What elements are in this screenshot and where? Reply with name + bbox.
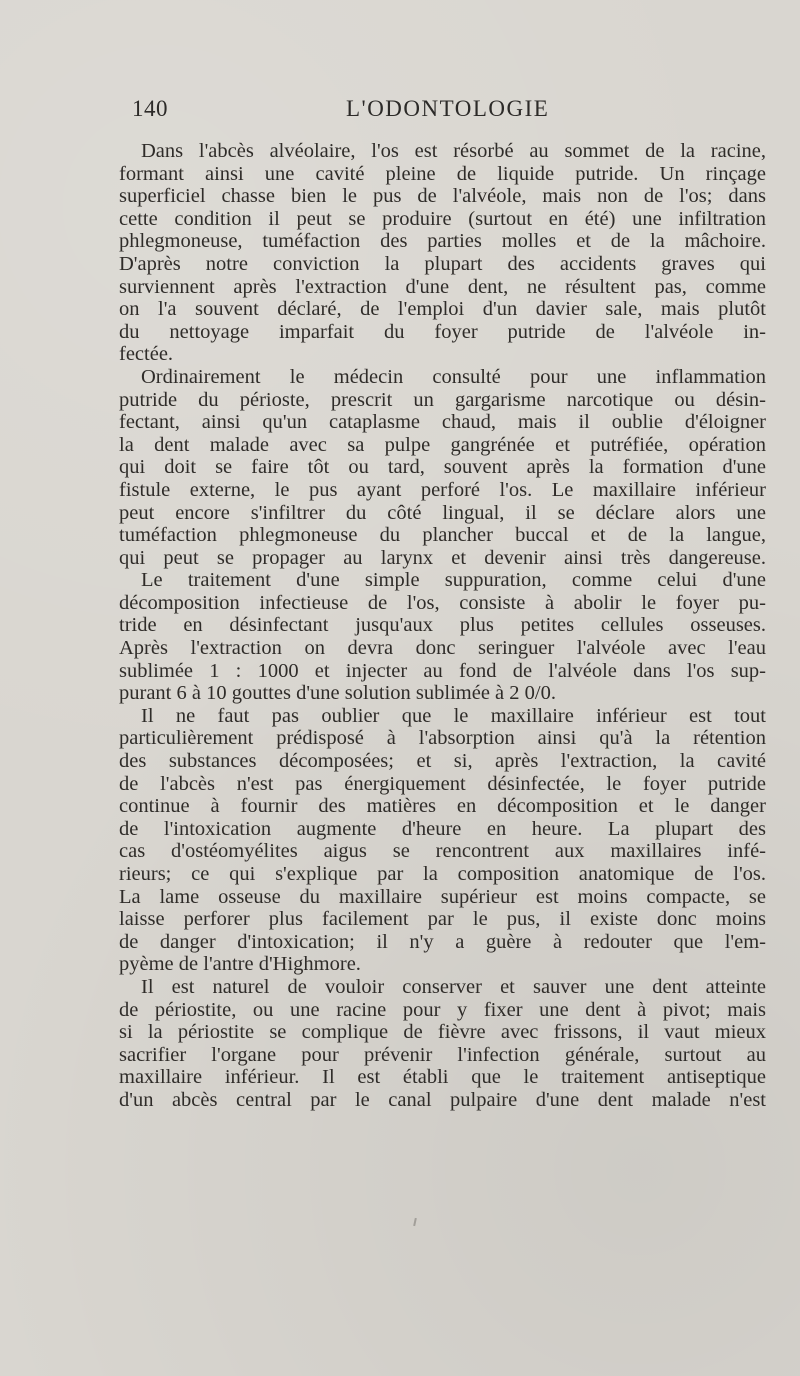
- paragraph-4-line: pyème de l'antre d'Highmore.: [119, 953, 361, 976]
- paragraph-4-line: continue à fournir des matières en décomposition et le danger: [119, 795, 766, 818]
- paragraph-3-line: Le traitement d'une simple suppuration, comme celui d'une: [141, 569, 766, 592]
- paragraph-1-line: cette condition il peut se produire (surtout en été) une infiltration: [119, 207, 766, 230]
- paragraph-5-line: si la périostite se complique de fièvre avec frissons, il vaut mieux: [119, 1021, 766, 1044]
- body-text: [119, 140, 766, 1112]
- paragraph-4-line: de l'intoxication augmente d'heure en heure. La plupart des: [119, 817, 766, 840]
- paragraph-5-line: maxillaire inférieur. Il est établi que le traitement antiseptique: [119, 1066, 766, 1089]
- paragraph-3-line: décomposition infectieuse de l'os, consiste à abolir le foyer pu-: [119, 591, 766, 614]
- paragraph-4-line: de l'abcès n'est pas énergiquement désinfectée, le foyer putride: [119, 772, 766, 795]
- paragraph-5-line: d'un abcès central par le canal pulpaire d'une dent malade n'est: [119, 1088, 766, 1111]
- page-number: 140: [132, 96, 168, 121]
- ink-speck: [413, 1218, 417, 1226]
- paragraph-3-line: sublimée 1 : 1000 et injecter au fond de l'alvéole dans l'os sup-: [119, 659, 766, 682]
- paragraph-2-line: la dent malade avec sa pulpe gangrénée et putréfiée, opération: [119, 433, 766, 456]
- paragraph-4-line: laisse perforer plus facilement par le pus, il existe donc moins: [119, 908, 766, 931]
- paragraph-5-line: Il est naturel de vouloir conserver et sauver une dent atteinte: [141, 975, 766, 998]
- paragraph-2-line: putride du périoste, prescrit un gargarisme narcotique ou désin-: [119, 388, 766, 411]
- paragraph-4-line: cas d'ostéomyélites aigus se rencontrent aux maxillaires infé-: [119, 840, 766, 863]
- paragraph-5-line: sacrifier l'organe pour prévenir l'infection générale, surtout au: [119, 1043, 766, 1066]
- running-head: [132, 96, 772, 126]
- paragraph-1-line: formant ainsi une cavité pleine de liquide putride. Un rinçage: [119, 162, 766, 185]
- paragraph-1-line: on l'a souvent déclaré, de l'emploi d'un davier sale, mais plutôt: [119, 298, 766, 321]
- paragraph-2-line: fectant, ainsi qu'un cataplasme chaud, mais il oublie d'éloigner: [119, 411, 766, 434]
- paragraph-4-line: de danger d'intoxication; il n'y a guère à redouter que l'em-: [119, 930, 766, 953]
- paragraph-3-line: purant 6 à 10 gouttes d'une solution sublimée à 2 0/0.: [119, 682, 556, 705]
- paragraph-4-line: particulièrement prédisposé à l'absorption ainsi qu'à la rétention: [119, 727, 766, 750]
- paragraph-2-line: Ordinairement le médecin consulté pour une inflammation: [141, 365, 766, 388]
- paragraph-4-line: Il ne faut pas oublier que le maxillaire inférieur est tout: [141, 704, 766, 727]
- paragraph-2-line: qui doit se faire tôt ou tard, souvent après la formation d'une: [119, 456, 766, 479]
- paragraph-1-line: superficiel chasse bien le pus de l'alvéole, mais non de l'os; dans: [119, 185, 766, 208]
- paragraph-1-line: du nettoyage imparfait du foyer putride de l'alvéole in-: [119, 320, 766, 343]
- paragraph-2-line: qui peut se propager au larynx et devenir ainsi très dangereuse.: [119, 546, 766, 569]
- paragraph-4-line: rieurs; ce qui s'explique par la composition anatomique de l'os.: [119, 863, 766, 885]
- paragraph-1-line: D'après notre conviction la plupart des accidents graves qui: [119, 252, 766, 275]
- paragraph-1-line: surviennent après l'extraction d'une dent, ne résultent pas, comme: [119, 275, 766, 298]
- paragraph-1-line: phlegmoneuse, tuméfaction des parties molles et de la mâchoire.: [119, 230, 766, 253]
- running-title: L'ODONTOLOGIE: [346, 96, 550, 121]
- paragraph-2-line: fistule externe, le pus ayant perforé l'os. Le maxillaire inférieur: [119, 478, 766, 501]
- paragraph-4-line: des substances décomposées; et si, après l'extraction, la cavité: [119, 750, 766, 773]
- paragraph-3-line: Après l'extraction on devra donc seringuer l'alvéole avec l'eau: [119, 637, 766, 660]
- paragraph-5-line: de périostite, ou une racine pour y fixer une dent à pivot; mais: [119, 998, 766, 1021]
- paragraph-4-line: La lame osseuse du maxillaire supérieur est moins compacte, se: [119, 885, 766, 908]
- paragraph-2-line: tuméfaction phlegmoneuse du plancher buccal et de la langue,: [119, 524, 766, 547]
- paragraph-2-line: peut encore s'infiltrer du côté lingual, il se déclare alors une: [119, 501, 766, 524]
- paragraph-1-line: fectée.: [119, 343, 174, 366]
- paragraph-1-line: Dans l'abcès alvéolaire, l'os est résorbé au sommet de la racine,: [141, 140, 766, 162]
- paragraph-3-line: tride en désinfectant jusqu'aux plus petites cellules osseuses.: [119, 614, 766, 637]
